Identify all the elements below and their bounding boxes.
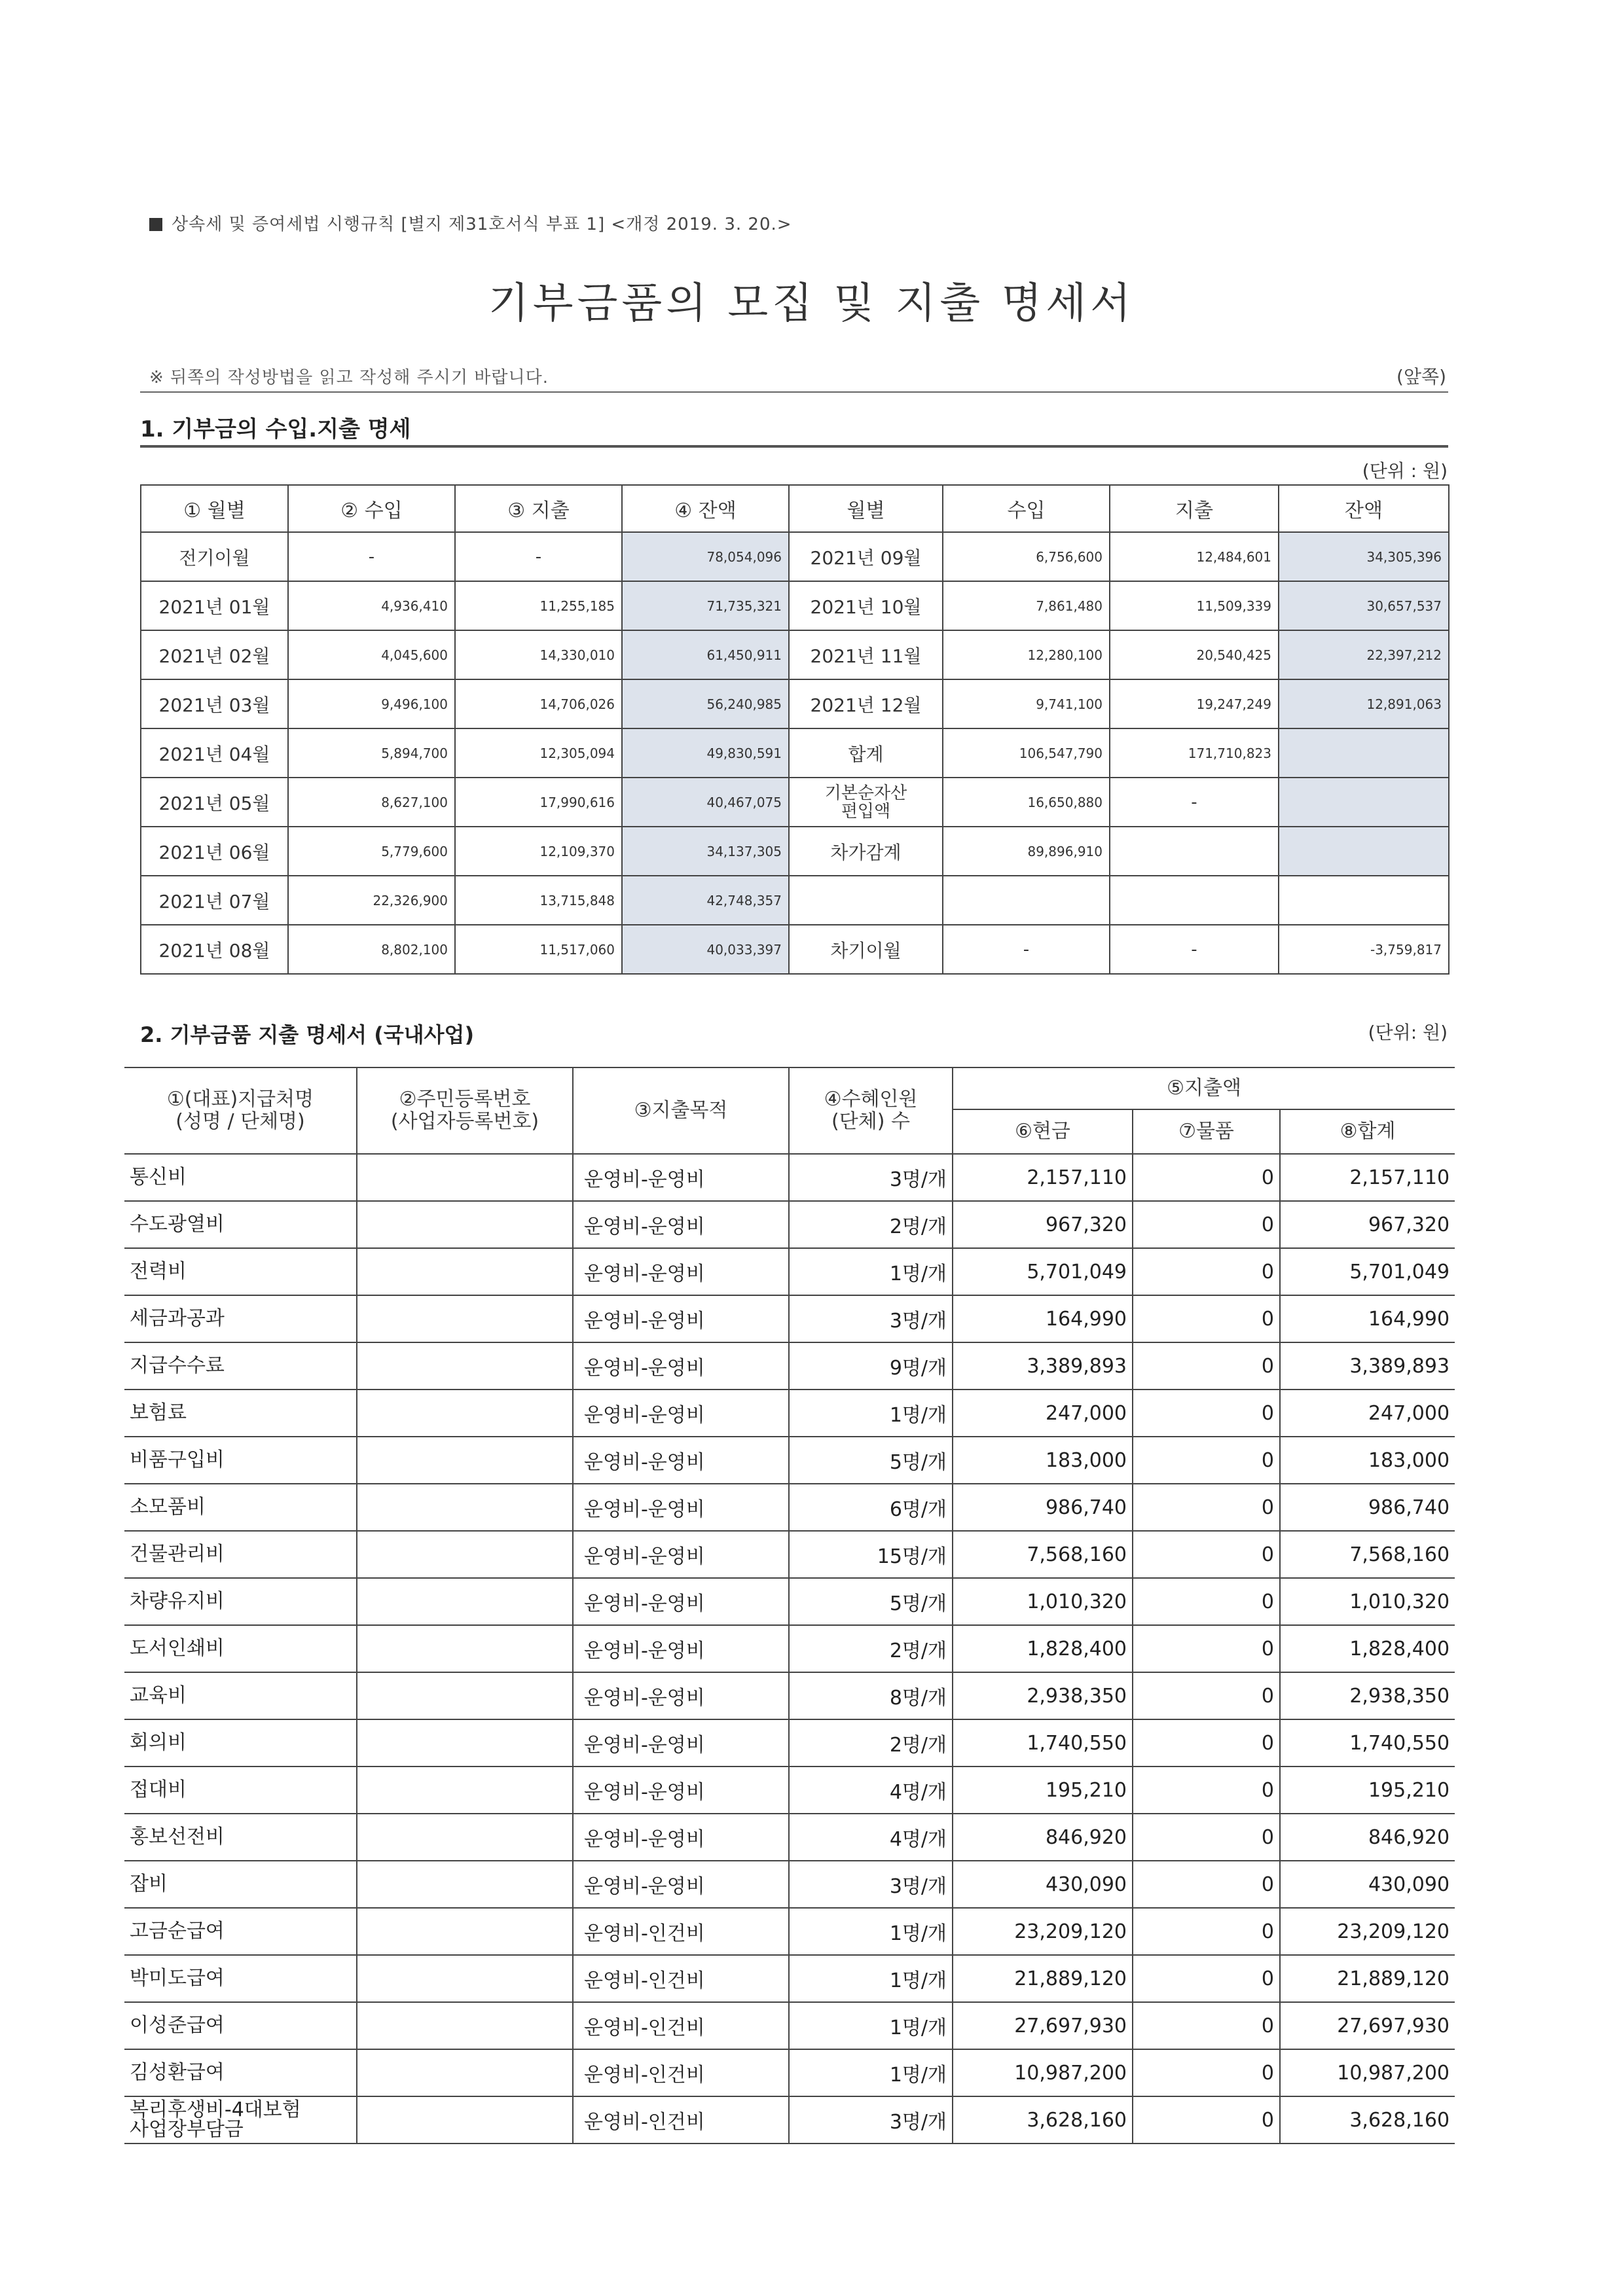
month-cell: 2021년 06월: [141, 827, 288, 876]
reg-no-cell: [357, 1248, 573, 1295]
total-cell: 23,209,120: [1280, 1908, 1455, 1955]
beneficiaries-cell: 8명/개: [789, 1672, 953, 1719]
table-row: [124, 1295, 1455, 1342]
balance-cell: 22,397,212: [1279, 630, 1449, 679]
income-cell: [943, 876, 1110, 925]
total-cell: 846,920: [1280, 1814, 1455, 1861]
goods-cell: 0: [1133, 1484, 1280, 1531]
reg-no-cell: [357, 2096, 573, 2144]
total-cell: 1,740,550: [1280, 1719, 1455, 1767]
cash-cell: 164,990: [953, 1295, 1133, 1342]
balance-cell: 30,657,537: [1279, 581, 1449, 630]
total-cell: 3,389,893: [1280, 1342, 1455, 1390]
col-header-balance-2: 잔액: [1279, 485, 1449, 532]
expense-cell: 12,305,094: [455, 728, 622, 778]
reg-no-cell: [357, 2002, 573, 2049]
total-cell: 5,701,049: [1280, 1248, 1455, 1295]
col-header-month: ① 월별: [141, 485, 288, 532]
table-row: [141, 679, 1449, 728]
balance-cell: 12,891,063: [1279, 679, 1449, 728]
purpose-cell: 운영비-인건비: [573, 1955, 789, 2002]
cash-cell: 986,740: [953, 1484, 1133, 1531]
cash-cell: 3,389,893: [953, 1342, 1133, 1390]
income-cell: -: [943, 925, 1110, 974]
table-row: [124, 1437, 1455, 1484]
divider: [140, 391, 1448, 393]
purpose-cell: 운영비-운영비: [573, 1201, 789, 1248]
cash-cell: 5,701,049: [953, 1248, 1133, 1295]
recipient-cell: 고금순급여: [124, 1908, 357, 1955]
total-cell: 21,889,120: [1280, 1955, 1455, 2002]
beneficiaries-cell: 4명/개: [789, 1814, 953, 1861]
expense-cell: [1110, 827, 1279, 876]
balance-cell: 49,830,591: [622, 728, 789, 778]
beneficiaries-cell: 9명/개: [789, 1342, 953, 1390]
purpose-cell: 운영비-운영비: [573, 1767, 789, 1814]
income-cell: 4,936,410: [288, 581, 455, 630]
cash-cell: 1,740,550: [953, 1719, 1133, 1767]
recipient-cell: 건물관리비: [124, 1531, 357, 1578]
table-row: [124, 1861, 1455, 1908]
beneficiaries-cell: 1명/개: [789, 1955, 953, 2002]
beneficiaries-cell: 2명/개: [789, 1719, 953, 1767]
section2-unit: (단위: 원): [1368, 1022, 1448, 1043]
reg-no-cell: [357, 1342, 573, 1390]
table-row: [124, 1201, 1455, 1248]
col-header-expense-2: 지출: [1110, 485, 1279, 532]
expense-cell: 14,330,010: [455, 630, 622, 679]
total-cell: 10,987,200: [1280, 2049, 1455, 2096]
document-title: 기부금품의 모집 및 지출 명세서: [488, 279, 1135, 328]
total-cell: 2,157,110: [1280, 1154, 1455, 1201]
reg-no-cell: [357, 1201, 573, 1248]
total-cell: 2,938,350: [1280, 1672, 1455, 1719]
cash-cell: 1,010,320: [953, 1578, 1133, 1625]
expense-cell: -: [1110, 778, 1279, 827]
recipient-cell: 차량유지비: [124, 1578, 357, 1625]
expense-cell: -: [1110, 925, 1279, 974]
col-header-beneficiaries: ④수혜인원 (단체) 수: [789, 1067, 953, 1154]
reg-no-cell: [357, 1390, 573, 1437]
divider: [140, 445, 1448, 448]
goods-cell: 0: [1133, 1248, 1280, 1295]
cash-cell: 195,210: [953, 1767, 1133, 1814]
goods-cell: 0: [1133, 1531, 1280, 1578]
recipient-cell: 홍보선전비: [124, 1814, 357, 1861]
table-header-row: [124, 1067, 1455, 1109]
goods-cell: 0: [1133, 1201, 1280, 1248]
expense-cell: 19,247,249: [1110, 679, 1279, 728]
cash-cell: 846,920: [953, 1814, 1133, 1861]
purpose-cell: 운영비-운영비: [573, 1861, 789, 1908]
purpose-cell: 운영비-운영비: [573, 1295, 789, 1342]
beneficiaries-cell: 1명/개: [789, 2002, 953, 2049]
recipient-cell: 이성준급여: [124, 2002, 357, 2049]
balance-cell: [1279, 876, 1449, 925]
reg-no-cell: [357, 1578, 573, 1625]
total-cell: 183,000: [1280, 1437, 1455, 1484]
col-header-total: ⑧합계: [1280, 1109, 1455, 1154]
cash-cell: 23,209,120: [953, 1908, 1133, 1955]
col-header-month-2: 월별: [789, 485, 943, 532]
table-row: [124, 1625, 1455, 1672]
beneficiaries-cell: 3명/개: [789, 1154, 953, 1201]
purpose-cell: 운영비-운영비: [573, 1154, 789, 1201]
balance-cell: [1279, 728, 1449, 778]
total-cell: 1,828,400: [1280, 1625, 1455, 1672]
month-cell: 차기이월: [789, 925, 943, 974]
income-cell: 16,650,880: [943, 778, 1110, 827]
table-row: [124, 2096, 1455, 2144]
purpose-cell: 운영비-운영비: [573, 1390, 789, 1437]
table-row: [141, 630, 1449, 679]
reg-no-cell: [357, 1861, 573, 1908]
table-row: [124, 1248, 1455, 1295]
balance-cell: 71,735,321: [622, 581, 789, 630]
recipient-cell: 세금과공과: [124, 1295, 357, 1342]
section1-title: 1. 기부금의 수입.지출 명세: [140, 416, 411, 442]
square-bullet-icon: [149, 218, 162, 231]
col-header-cash: ⑥현금: [953, 1109, 1133, 1154]
cash-cell: 2,157,110: [953, 1154, 1133, 1201]
goods-cell: 0: [1133, 1295, 1280, 1342]
beneficiaries-cell: 2명/개: [789, 1201, 953, 1248]
table-row: [124, 1342, 1455, 1390]
col-header-income: ② 수입: [288, 485, 455, 532]
expense-cell: 12,109,370: [455, 827, 622, 876]
purpose-cell: 운영비-운영비: [573, 1342, 789, 1390]
total-cell: 247,000: [1280, 1390, 1455, 1437]
col-header-income-2: 수입: [943, 485, 1110, 532]
reg-no-cell: [357, 1437, 573, 1484]
purpose-cell: 운영비-운영비: [573, 1625, 789, 1672]
beneficiaries-cell: 3명/개: [789, 1861, 953, 1908]
purpose-cell: 운영비-운영비: [573, 1814, 789, 1861]
income-cell: 12,280,100: [943, 630, 1110, 679]
recipient-cell: 전력비: [124, 1248, 357, 1295]
reg-no-cell: [357, 1767, 573, 1814]
month-cell: [789, 876, 943, 925]
purpose-cell: 운영비-운영비: [573, 1672, 789, 1719]
goods-cell: 0: [1133, 2049, 1280, 2096]
recipient-cell: 복리후생비-4대보험 사업장부담금: [124, 2096, 357, 2144]
balance-cell: 78,054,096: [622, 532, 789, 581]
cash-cell: 183,000: [953, 1437, 1133, 1484]
total-cell: 967,320: [1280, 1201, 1455, 1248]
table-row: [124, 1719, 1455, 1767]
income-cell: 6,756,600: [943, 532, 1110, 581]
recipient-cell: 통신비: [124, 1154, 357, 1201]
recipient-cell: 수도광열비: [124, 1201, 357, 1248]
income-cell: 9,741,100: [943, 679, 1110, 728]
balance-cell: 56,240,985: [622, 679, 789, 728]
purpose-cell: 운영비-인건비: [573, 2002, 789, 2049]
expense-cell: 17,990,616: [455, 778, 622, 827]
balance-cell: 61,450,911: [622, 630, 789, 679]
goods-cell: 0: [1133, 1908, 1280, 1955]
reg-no-cell: [357, 1672, 573, 1719]
col-header-balance: ④ 잔액: [622, 485, 789, 532]
expense-cell: [1110, 876, 1279, 925]
section2-title: 2. 기부금품 지출 명세서 (국내사업): [140, 1022, 475, 1047]
expense-cell: -: [455, 532, 622, 581]
expense-cell: 11,517,060: [455, 925, 622, 974]
reg-no-cell: [357, 1719, 573, 1767]
reg-no-cell: [357, 1295, 573, 1342]
table-row: [124, 1672, 1455, 1719]
income-cell: 9,496,100: [288, 679, 455, 728]
reg-no-cell: [357, 1955, 573, 2002]
recipient-cell: 보험료: [124, 1390, 357, 1437]
purpose-cell: 운영비-인건비: [573, 1908, 789, 1955]
income-cell: 89,896,910: [943, 827, 1110, 876]
goods-cell: 0: [1133, 1955, 1280, 2002]
income-cell: 8,802,100: [288, 925, 455, 974]
recipient-cell: 교육비: [124, 1672, 357, 1719]
purpose-cell: 운영비-인건비: [573, 2096, 789, 2144]
reg-no-cell: [357, 1484, 573, 1531]
table-row: [141, 778, 1449, 827]
purpose-cell: 운영비-운영비: [573, 1531, 789, 1578]
recipient-cell: 소모품비: [124, 1484, 357, 1531]
income-cell: -: [288, 532, 455, 581]
goods-cell: 0: [1133, 1719, 1280, 1767]
beneficiaries-cell: 6명/개: [789, 1484, 953, 1531]
cash-cell: 430,090: [953, 1861, 1133, 1908]
month-cell: 2021년 12월: [789, 679, 943, 728]
col-header-expense: ③ 지출: [455, 485, 622, 532]
reg-no-cell: [357, 1814, 573, 1861]
col-header-recipient: ①(대표)지급처명 (성명 / 단체명): [124, 1067, 357, 1154]
table-row: [124, 1767, 1455, 1814]
form-reference-text: 상속세 및 증여세법 시행규칙 [별지 제31호서식 부표 1] <개정 2019. 3. 20.>: [172, 215, 792, 234]
reg-no-cell: [357, 2049, 573, 2096]
month-cell: 차가감계: [789, 827, 943, 876]
expense-cell: 12,484,601: [1110, 532, 1279, 581]
section1-unit: (단위 : 원): [1362, 460, 1448, 482]
goods-cell: 0: [1133, 1578, 1280, 1625]
balance-cell: [1279, 827, 1449, 876]
instruction-notice: ※ 뒤쪽의 작성방법을 읽고 작성해 주시기 바랍니다.: [149, 368, 549, 387]
expense-cell: 171,710,823: [1110, 728, 1279, 778]
balance-cell: 34,305,396: [1279, 532, 1449, 581]
balance-cell: [1279, 778, 1449, 827]
income-cell: 5,894,700: [288, 728, 455, 778]
income-cell: 106,547,790: [943, 728, 1110, 778]
goods-cell: 0: [1133, 1814, 1280, 1861]
income-expense-table: [140, 484, 1450, 975]
cash-cell: 1,828,400: [953, 1625, 1133, 1672]
cash-cell: 3,628,160: [953, 2096, 1133, 2144]
total-cell: 3,628,160: [1280, 2096, 1455, 2144]
income-cell: 5,779,600: [288, 827, 455, 876]
beneficiaries-cell: 1명/개: [789, 1248, 953, 1295]
col-header-purpose: ③지출목적: [573, 1067, 789, 1154]
table-row: [124, 2002, 1455, 2049]
cash-cell: 2,938,350: [953, 1672, 1133, 1719]
beneficiaries-cell: 3명/개: [789, 1295, 953, 1342]
month-cell: 합계: [789, 728, 943, 778]
table-header-row: [141, 485, 1449, 532]
table-row: [141, 925, 1449, 974]
table-row: [124, 1814, 1455, 1861]
page-side-label: (앞쪽): [1396, 366, 1446, 387]
purpose-cell: 운영비-운영비: [573, 1484, 789, 1531]
total-cell: 986,740: [1280, 1484, 1455, 1531]
reg-no-cell: [357, 1625, 573, 1672]
table-row: [141, 728, 1449, 778]
goods-cell: 0: [1133, 1437, 1280, 1484]
table-row: [124, 1531, 1455, 1578]
month-cell: 2021년 11월: [789, 630, 943, 679]
month-cell: 2021년 10월: [789, 581, 943, 630]
total-cell: 430,090: [1280, 1861, 1455, 1908]
table-row: [141, 876, 1449, 925]
recipient-cell: 도서인쇄비: [124, 1625, 357, 1672]
goods-cell: 0: [1133, 1767, 1280, 1814]
table-row: [124, 1154, 1455, 1201]
reg-no-cell: [357, 1531, 573, 1578]
cash-cell: 27,697,930: [953, 2002, 1133, 2049]
month-cell: 2021년 02월: [141, 630, 288, 679]
month-cell: 2021년 05월: [141, 778, 288, 827]
cash-cell: 247,000: [953, 1390, 1133, 1437]
cash-cell: 967,320: [953, 1201, 1133, 1248]
total-cell: 7,568,160: [1280, 1531, 1455, 1578]
recipient-cell: 접대비: [124, 1767, 357, 1814]
balance-cell: -3,759,817: [1279, 925, 1449, 974]
total-cell: 164,990: [1280, 1295, 1455, 1342]
goods-cell: 0: [1133, 1861, 1280, 1908]
col-header-amount: ⑤지출액: [953, 1067, 1455, 1109]
purpose-cell: 운영비-운영비: [573, 1578, 789, 1625]
month-cell: 2021년 07월: [141, 876, 288, 925]
beneficiaries-cell: 1명/개: [789, 1908, 953, 1955]
income-cell: 7,861,480: [943, 581, 1110, 630]
balance-cell: 40,467,075: [622, 778, 789, 827]
expense-cell: 11,255,185: [455, 581, 622, 630]
goods-cell: 0: [1133, 1390, 1280, 1437]
income-cell: 8,627,100: [288, 778, 455, 827]
beneficiaries-cell: 15명/개: [789, 1531, 953, 1578]
table-row: [124, 1955, 1455, 2002]
month-cell: 기본순자산 편입액: [789, 778, 943, 827]
purpose-cell: 운영비-인건비: [573, 2049, 789, 2096]
expense-cell: 14,706,026: [455, 679, 622, 728]
table-row: [141, 581, 1449, 630]
cash-cell: 7,568,160: [953, 1531, 1133, 1578]
month-cell: 2021년 01월: [141, 581, 288, 630]
beneficiaries-cell: 1명/개: [789, 2049, 953, 2096]
beneficiaries-cell: 4명/개: [789, 1767, 953, 1814]
goods-cell: 0: [1133, 1625, 1280, 1672]
month-cell: 2021년 03월: [141, 679, 288, 728]
table-row: [124, 1484, 1455, 1531]
recipient-cell: 박미도급여: [124, 1955, 357, 2002]
goods-cell: 0: [1133, 1154, 1280, 1201]
month-cell: 2021년 08월: [141, 925, 288, 974]
income-cell: 4,045,600: [288, 630, 455, 679]
balance-cell: 34,137,305: [622, 827, 789, 876]
goods-cell: 0: [1133, 2002, 1280, 2049]
purpose-cell: 운영비-운영비: [573, 1437, 789, 1484]
beneficiaries-cell: 5명/개: [789, 1578, 953, 1625]
cash-cell: 10,987,200: [953, 2049, 1133, 2096]
month-cell: 2021년 09월: [789, 532, 943, 581]
month-cell: 전기이월: [141, 532, 288, 581]
purpose-cell: 운영비-운영비: [573, 1248, 789, 1295]
table-row: [124, 2049, 1455, 2096]
beneficiaries-cell: 3명/개: [789, 2096, 953, 2144]
table-row: [124, 1390, 1455, 1437]
table-row: [141, 827, 1449, 876]
expense-cell: 11,509,339: [1110, 581, 1279, 630]
reg-no-cell: [357, 1154, 573, 1201]
beneficiaries-cell: 5명/개: [789, 1437, 953, 1484]
beneficiaries-cell: 2명/개: [789, 1625, 953, 1672]
goods-cell: 0: [1133, 1342, 1280, 1390]
recipient-cell: 김성환급여: [124, 2049, 357, 2096]
form-reference: [149, 211, 792, 235]
recipient-cell: 지급수수료: [124, 1342, 357, 1390]
total-cell: 1,010,320: [1280, 1578, 1455, 1625]
expense-cell: 13,715,848: [455, 876, 622, 925]
beneficiaries-cell: 1명/개: [789, 1390, 953, 1437]
income-cell: 22,326,900: [288, 876, 455, 925]
recipient-cell: 회의비: [124, 1719, 357, 1767]
balance-cell: 40,033,397: [622, 925, 789, 974]
recipient-cell: 비품구입비: [124, 1437, 357, 1484]
goods-cell: 0: [1133, 1672, 1280, 1719]
total-cell: 195,210: [1280, 1767, 1455, 1814]
purpose-cell: 운영비-운영비: [573, 1719, 789, 1767]
col-header-goods: ⑦물품: [1133, 1109, 1280, 1154]
expense-cell: 20,540,425: [1110, 630, 1279, 679]
recipient-cell: 잡비: [124, 1861, 357, 1908]
reg-no-cell: [357, 1908, 573, 1955]
cash-cell: 21,889,120: [953, 1955, 1133, 2002]
table-row: [124, 1578, 1455, 1625]
balance-cell: 42,748,357: [622, 876, 789, 925]
table-row: [124, 1908, 1455, 1955]
total-cell: 27,697,930: [1280, 2002, 1455, 2049]
goods-cell: 0: [1133, 2096, 1280, 2144]
expense-detail-table: [124, 1067, 1455, 2144]
month-cell: 2021년 04월: [141, 728, 288, 778]
col-header-reg-no: ②주민등록번호 (사업자등록번호): [357, 1067, 573, 1154]
table-row: [141, 532, 1449, 581]
